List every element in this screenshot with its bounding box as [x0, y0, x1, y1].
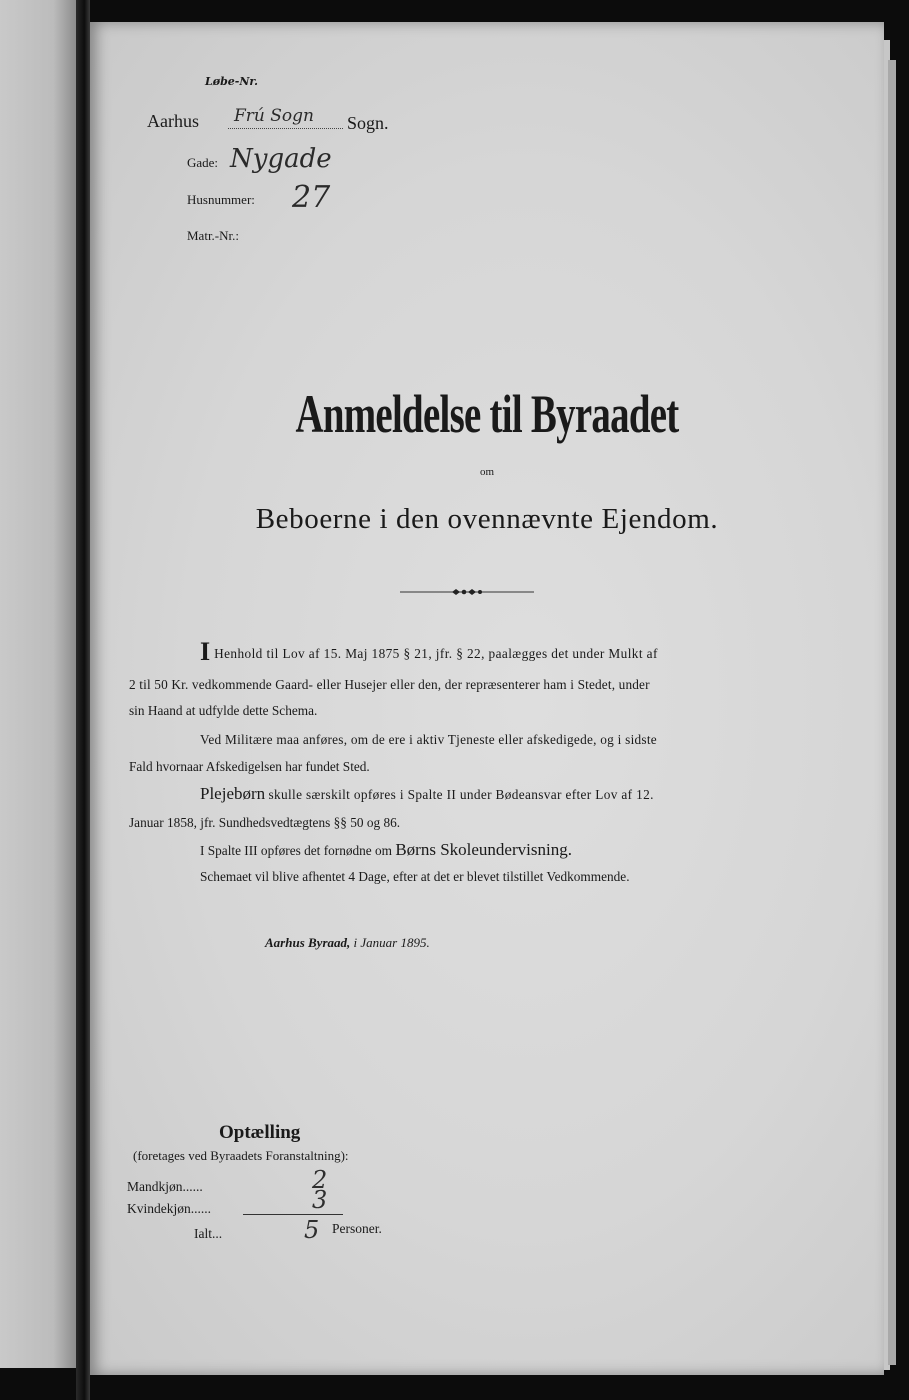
paragraph-1-line-2: 2 til 50 Kr. vedkommende Gaard- eller Husejer eller den, der repræsenterer ham i Stedet, under: [129, 677, 650, 692]
paragraph-3-line-2: Januar 1858, jfr. Sundhedsvedtægtens §§ 50 og 86.: [129, 815, 401, 830]
sogn-value: Frú Sogn: [234, 106, 314, 126]
p4-emphasis: Børns Skoleundervisning.: [395, 840, 572, 859]
paragraph-2-line-1: Ved Militære maa anføres, om de ere i aktiv Tjeneste eller afskedigede, og i sidste: [200, 732, 657, 747]
mandkjoen-value: 2: [312, 1166, 328, 1194]
dateline-signer: Aarhus Byraad,: [265, 935, 351, 950]
ialt-value: 5: [304, 1216, 320, 1244]
paragraph-1-line-3: sin Haand at udfylde dette Schema.: [129, 703, 318, 718]
p4-text: I Spalte III opføres det fornødne om: [200, 843, 393, 858]
dateline-date: i Januar 1895.: [353, 935, 430, 950]
plejeboern-lead: Plejebørn: [200, 784, 266, 803]
personer-label: Personer.: [332, 1221, 382, 1236]
sogn-fill-line: [228, 128, 343, 129]
dateline: [265, 935, 430, 951]
ornament-divider-icon: [400, 582, 534, 602]
previous-page-edge: [0, 0, 76, 1368]
city-label: Aarhus: [147, 111, 199, 131]
dropcap: I: [200, 637, 211, 666]
document-title: Anmeldelse til Byraadet: [295, 384, 679, 444]
document-subtitle: Beboerne i den ovennævnte Ejendom.: [255, 503, 719, 535]
matr-nr-label: Matr.-Nr.:: [187, 228, 239, 243]
paragraph-5: Schemaet vil blive afhentet 4 Dage, efter at det er blevet tilstillet Vedkommende.: [200, 869, 630, 884]
document-page: [90, 22, 884, 1375]
paragraph-2-line-2: Fald hvornaar Afskedigelsen har fundet Sted.: [129, 759, 370, 774]
gade-label: Gade:: [187, 155, 219, 170]
kvindekjoen-value: 3: [312, 1186, 328, 1214]
kvindekjoen-label: Kvindekjøn......: [127, 1201, 211, 1216]
p3-text-1: skulle særskilt opføres i Spalte II under Bødeansvar efter Lov af 12.: [268, 787, 654, 802]
optaelling-subtitle: (foretages ved Byraadets Foranstaltning):: [133, 1148, 349, 1163]
book-gutter: [76, 0, 90, 1400]
paragraph-4: [200, 840, 572, 860]
husnummer-value: 27: [292, 180, 331, 215]
paragraph-1-line-1: [200, 637, 658, 667]
gade-value: Nygade: [230, 144, 332, 174]
optaelling-title: Optælling: [219, 1122, 301, 1143]
sogn-label: Sogn.: [347, 113, 389, 133]
p1-text-1: Henhold til Lov af 15. Maj 1875 § 21, jfr. § 22, paalægges det under Mulkt af: [214, 646, 658, 661]
loebe-nr-label: Løbe-Nr.: [205, 75, 258, 88]
mandkjoen-label: Mandkjøn......: [127, 1179, 203, 1194]
page-stack-edge-inner: [888, 60, 896, 1365]
sum-line: [243, 1214, 343, 1215]
title-connector: om: [479, 466, 495, 478]
paragraph-3-line-1: [200, 784, 654, 804]
ialt-label: Ialt...: [194, 1226, 223, 1241]
husnummer-label: Husnummer:: [187, 192, 255, 207]
